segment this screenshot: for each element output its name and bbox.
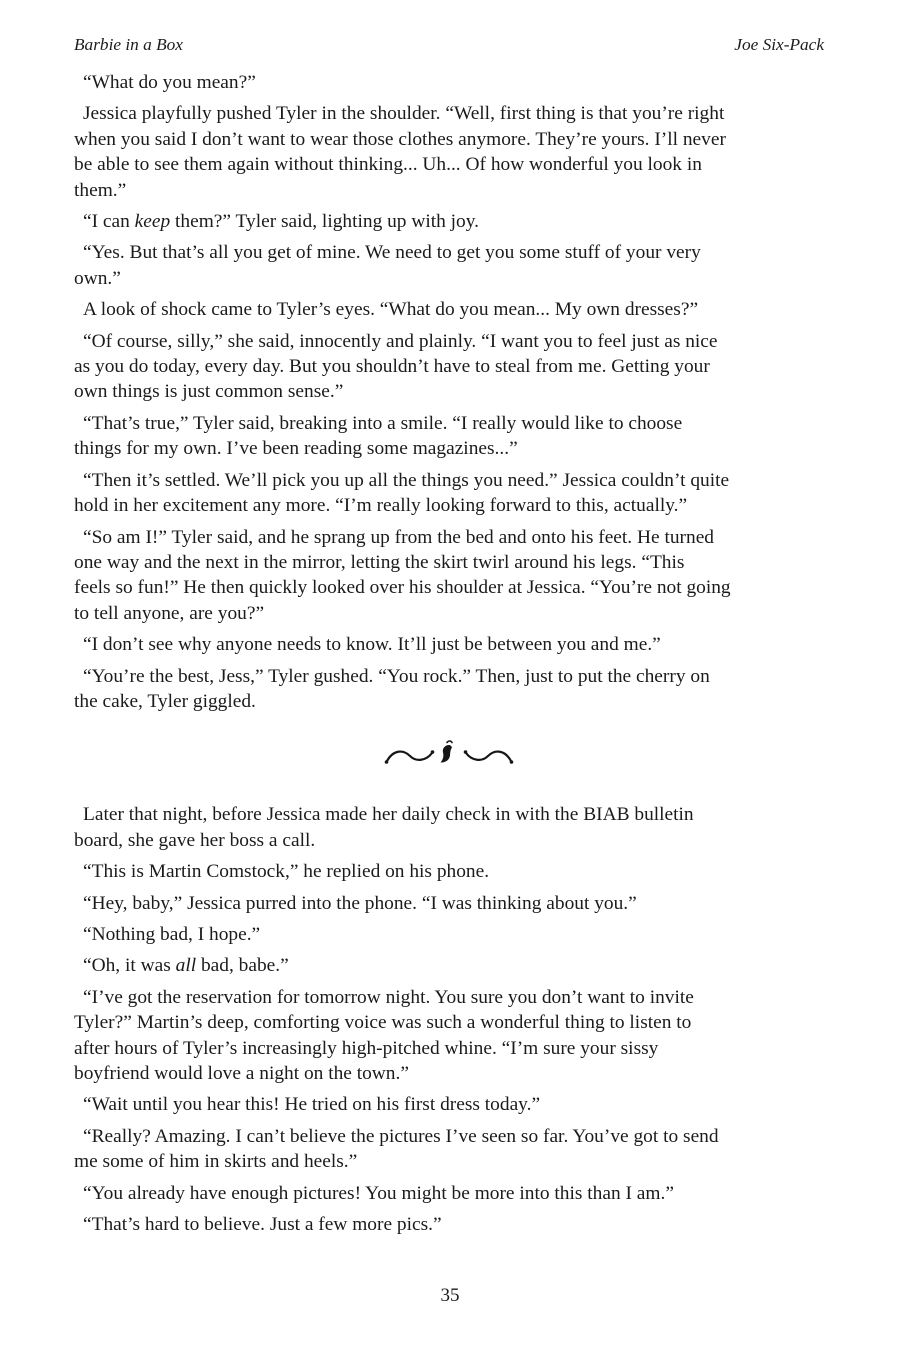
paragraph: A look of shock came to Tyler’s eyes. “What do you mean... My own dresses?” — [83, 299, 699, 321]
paragraph: “This is Martin Comstock,” he replied on his phone. — [83, 861, 490, 883]
paragraph: “You’re the best, Jess,” Tyler gushed. “You rock.” Then, just to put the cherry on the cake, Tyler giggled. — [74, 665, 710, 712]
running-header-author: Joe Six-Pack — [734, 35, 824, 54]
page-footer — [0, 1284, 900, 1308]
paragraph: “That’s true,” Tyler said, breaking into a smile. “I really would like to choose things for my own. I’ve been reading some magazines...” — [74, 412, 683, 460]
paragraph: “Oh, it was all bad, babe.” — [83, 955, 289, 977]
running-header-book-title: Barbie in a Box — [74, 35, 183, 54]
page-number: 35 — [440, 1285, 460, 1306]
paragraph: “What do you mean?” — [83, 72, 256, 93]
paragraph: “Nothing bad, I hope.” — [83, 923, 261, 945]
paragraph: “So am I!” Tyler said, and he sprang up from the bed and onto his feet. He turned one way and the next in the mirror, letting the skirt twirl around his legs. “This feels so fun!” He then quickly looked over his shoulder at Jessica. “You’re not going to tell anyone, are you?” — [74, 526, 731, 624]
paragraph: “Really? Amazing. I can’t believe the pictures I’ve seen so far. You’ve got to send me some of him in skirts and heels.” — [74, 1125, 719, 1173]
running-header — [74, 35, 824, 55]
paragraph: “Yes. But that’s all you get of mine. We need to get you some stuff of your very own.” — [74, 242, 701, 289]
scene-break — [74, 736, 824, 776]
paragraph: Jessica playfully pushed Tyler in the shoulder. “Well, first thing is that you’re right when you said I don’t want to wear those clothes anymore. They’re yours. I’ll never be able to see them again without thinking... Uh... Of how wonderful you look in them.” — [74, 103, 726, 201]
paragraph: “Then it’s settled. We’ll pick you up all the things you need.” Jessica couldn’t quite hold in her excitement any more. “I’m really looking forward to this, actually.” — [74, 469, 730, 517]
paragraph: “You already have enough pictures! You might be more into this than I am.” — [83, 1182, 674, 1204]
paragraph: “I can keep them?” Tyler said, lighting up with joy. — [83, 211, 480, 233]
page-body — [74, 70, 834, 1237]
paragraph: “Hey, baby,” Jessica purred into the phone. “I was thinking about you.” — [83, 892, 637, 914]
paragraph: “I don’t see why anyone needs to know. It’ll just be between you and me.” — [83, 634, 661, 656]
paragraph: “Of course, silly,” she said, innocently and plainly. “I want you to feel just as nice as you do today, every day. But you shouldn’t have to steal from me. Getting your own things is just common sense.” — [74, 330, 718, 403]
paragraph: “I’ve got the reservation for tomorrow night. You sure you don’t want to invite Tyler?” Martin’s deep, comforting voice was such a wonderful thing to listen to after hours of Tyler’s increasingly high-pitched whine. “I’m sure your sissy boyfriend would love a night on the town.” — [74, 986, 694, 1084]
paragraph: Later that night, before Jessica made her daily check in with the BIAB bulletin board, she gave her boss a call. — [74, 804, 694, 851]
fleuron-divider-icon — [383, 736, 515, 776]
paragraph: “That’s hard to believe. Just a few more pics.” — [83, 1214, 442, 1236]
paragraph: “Wait until you hear this! He tried on his first dress today.” — [83, 1094, 541, 1116]
